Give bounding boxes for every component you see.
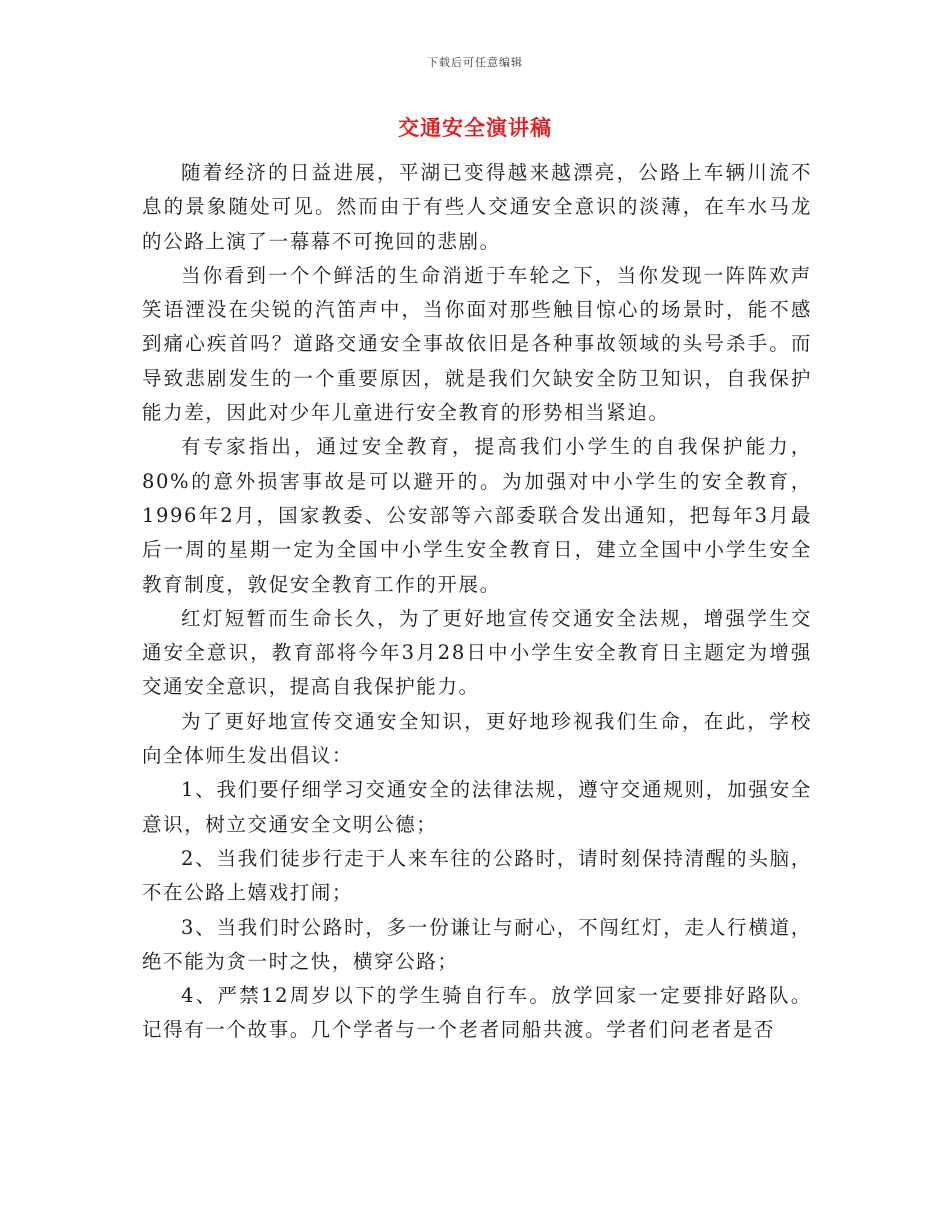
paragraph: 当你看到一个个鲜活的生命消逝于车轮之下，当你发现一阵阵欢声笑语湮没在尖锐的汽笛声中，当你面对那些触目惊心的场景时，能不感到痛心疾首吗？道路交通安全事故依旧是各种事故领域的头号杀手。而导致悲剧发生的一个重要原因，就是我们欠缺安全防卫知识，自我保护能力差，因此对少年儿童进行安全教育的形势相当紧迫。 (142, 263, 812, 425)
paragraph: 有专家指出，通过安全教育，提高我们小学生的自我保护能力，80%的意外损害事故是可以避开的。为加强对中小学生的安全教育，1996年2月，国家教委、公安部等六部委联合发出通知，把每年3月最后一周的星期一定为全国中小学生安全教育日，建立全国中小学生安全教育制度，敦促安全教育工作的开展。 (142, 435, 812, 596)
document-body (142, 156, 812, 1048)
paragraph: 红灯短暂而生命长久，为了更好地宣传交通安全法规，增强学生交通安全意识，教育部将今年3月28日中小学生安全教育日主题定为增强交通安全意识，提高自我保护能力。 (142, 606, 812, 699)
paragraph: 1、我们要仔细学习交通安全的法律法规，遵守交通规则，加强安全意识，树立交通安全文明公德； (142, 778, 812, 836)
paragraph: 3、当我们时公路时，多一份谦让与耐心，不闯红灯，走人行横道，绝不能为贪一时之快，横穿公路； (142, 915, 812, 973)
paragraph: 为了更好地宣传交通安全知识，更好地珍视我们生命，在此，学校向全体师生发出倡议： (142, 709, 812, 768)
paragraph: 随着经济的日益进展，平湖已变得越来越漂亮，公路上车辆川流不息的景象随处可见。然而由于有些人交通安全意识的淡薄，在车水马龙的公路上演了一幕幕不可挽回的悲剧。 (142, 161, 812, 253)
paragraph: 2、当我们徒步行走于人来车往的公路时，请时刻保持清醒的头脑，不在公路上嬉戏打闹； (142, 846, 812, 905)
document-title: 交通安全演讲稿 (398, 115, 552, 140)
paragraph: 4、严禁12周岁以下的学生骑自行车。放学回家一定要排好路队。记得有一个故事。几个学者与一个老者同船共渡。学者们问老者是否 (142, 984, 812, 1042)
header-note: 下载后可任意编辑 (427, 56, 523, 69)
